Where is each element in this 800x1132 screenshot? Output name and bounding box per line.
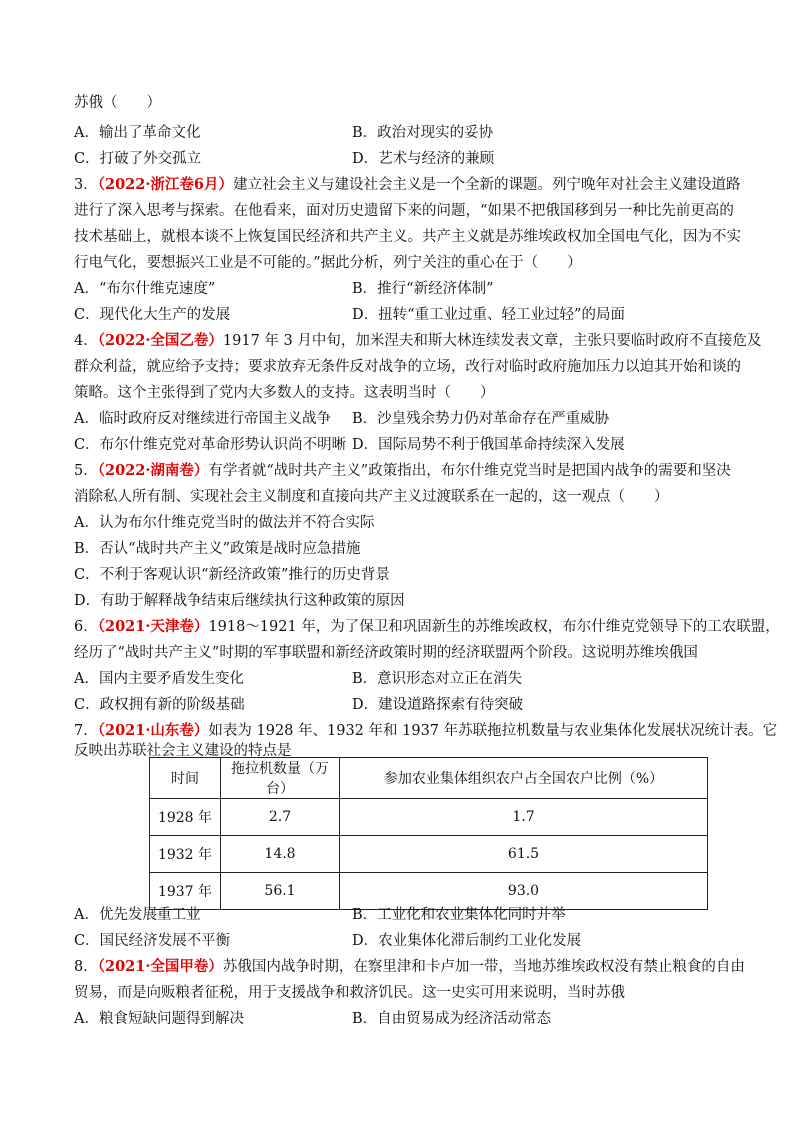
q8-source: （2021·全国甲卷） bbox=[97, 958, 223, 975]
q4-option-b: B．沙皇残余势力仍对革命存在严重威胁 bbox=[352, 411, 610, 427]
table-cell: 1928 年 bbox=[150, 799, 221, 836]
q8-text: 苏俄国内战争时期，在察里津和卡卢加一带，当地苏维埃政权没有禁止粮食的自由 bbox=[222, 959, 745, 975]
q5-text: 有学者就“战时共产主义”政策指出，布尔什维克党当时是把国内战争的需要和坚决 bbox=[208, 463, 731, 479]
q7-text: 如表为 1928 年、1932 年和 1937 年苏联拖拉机数量与农业集体化发展状况统计表。它 bbox=[208, 723, 778, 739]
q3-number: 3． bbox=[74, 177, 98, 193]
table-cell: 93.0 bbox=[340, 873, 708, 910]
q4-option-c: C．布尔什维克党对革命形势认识尚不明晰 bbox=[74, 437, 347, 453]
q4-stem-line3: 策略。这个主张得到了党内大多数人的支持。这表明当时（ ） bbox=[74, 385, 495, 401]
q3-option-a: A．“布尔什维克速度” bbox=[74, 281, 216, 297]
table-header: 时间 bbox=[150, 758, 221, 799]
q6-stem-line1 bbox=[74, 617, 780, 637]
q2-option-d: D．艺术与经济的兼顾 bbox=[352, 151, 495, 167]
q4-number: 4． bbox=[74, 333, 98, 349]
table-cell: 61.5 bbox=[340, 836, 708, 873]
q2-stem-end: 苏俄（ ） bbox=[74, 95, 161, 111]
q7-stem-line1 bbox=[74, 721, 777, 741]
q2-option-b: B．政治对现实的妥协 bbox=[352, 125, 494, 141]
q5-option-b: B．否认“战时共产主义”政策是战时应急措施 bbox=[74, 541, 361, 557]
q3-source: （2022·浙江卷6月） bbox=[97, 176, 233, 193]
q7-stem-line2: 反映出苏联社会主义建设的特点是 bbox=[74, 743, 292, 759]
q3-option-b: B．推行“新经济体制” bbox=[352, 281, 494, 297]
q3-stem-line2: 进行了深入思考与探索。在他看来，面对历史遗留下来的问题，“如果不把俄国移到另一种比先前更高的 bbox=[74, 203, 734, 219]
q5-option-c: C．不利于客观认识“新经济政策”推行的历史背景 bbox=[74, 567, 390, 583]
q7-stat-table bbox=[149, 757, 708, 910]
table-cell: 1937 年 bbox=[150, 873, 221, 910]
q4-option-a: A．临时政府反对继续进行帝国主义战争 bbox=[74, 411, 331, 427]
q7-option-c: C．国民经济发展不平衡 bbox=[74, 933, 231, 949]
q6-number: 6． bbox=[74, 619, 98, 635]
q6-option-b: B．意识形态对立正在消失 bbox=[352, 671, 523, 687]
table-cell: 56.1 bbox=[221, 873, 340, 910]
q6-option-d: D．建设道路探索有待突破 bbox=[352, 697, 524, 713]
q5-stem-line2: 消除私人所有制、实现社会主义制度和直接向共产主义过渡联系在一起的，这一观点（ ） bbox=[74, 489, 669, 505]
q3-option-d: D．扭转“重工业过重、轻工业过轻”的局面 bbox=[352, 307, 625, 323]
q3-stem-line1 bbox=[74, 175, 740, 195]
q7-source: （2021·山东卷） bbox=[97, 722, 209, 739]
q8-stem-line2: 贸易，而是向贩粮者征税，用于支援战争和救济饥民。这一史实可用来说明，当时苏俄 bbox=[74, 985, 625, 1001]
table-header: 参加农业集体组织农户占全国农户比例（%） bbox=[340, 758, 708, 799]
q4-text: 1917 年 3 月中旬，加米涅夫和斯大林连续发表文章，主张只要临时政府不直接危及 bbox=[222, 333, 762, 349]
q7-option-a: A．优先发展重工业 bbox=[74, 907, 201, 923]
q7-number: 7． bbox=[74, 723, 98, 739]
q6-option-c: C．政权拥有新的阶级基础 bbox=[74, 697, 245, 713]
q8-option-b: B．自由贸易成为经济活动常态 bbox=[352, 1011, 552, 1027]
q5-option-d: D．有助于解释战争结束后继续执行这种政策的原因 bbox=[74, 593, 405, 609]
table-cell: 14.8 bbox=[221, 836, 340, 873]
q4-stem-line2: 群众利益，就应给予支持；要求放弃无条件反对战争的立场，改行对临时政府施加压力以迫其开始和谈的 bbox=[74, 359, 741, 375]
q5-source: （2022·湖南卷） bbox=[97, 462, 209, 479]
table-row bbox=[150, 799, 708, 836]
q8-stem-line1 bbox=[74, 957, 745, 977]
q4-source: （2022·全国乙卷） bbox=[97, 332, 223, 349]
table-cell: 2.7 bbox=[221, 799, 340, 836]
table-row bbox=[150, 836, 708, 873]
table-header-row bbox=[150, 758, 708, 799]
table-cell: 1932 年 bbox=[150, 836, 221, 873]
q6-source: （2021·天津卷） bbox=[97, 618, 209, 635]
q3-stem-line3: 技术基础上，就根本谈不上恢复国民经济和共产主义。共产主义就是苏维埃政权加全国电气化，因为不实 bbox=[74, 229, 741, 245]
q5-number: 5． bbox=[74, 463, 98, 479]
q5-option-a: A．认为布尔什维克党当时的做法并不符合实际 bbox=[74, 515, 375, 531]
table-row bbox=[150, 873, 708, 910]
q7-option-d: D．农业集体化滞后制约工业化发展 bbox=[352, 933, 582, 949]
q4-stem-line1 bbox=[74, 331, 761, 351]
q8-number: 8． bbox=[74, 959, 98, 975]
q7-option-b: B．工业化和农业集体化同时并举 bbox=[352, 907, 566, 923]
q3-stem-line4: 行电气化，要想振兴工业是不可能的。”据此分析，列宁关注的重心在于（ ） bbox=[74, 255, 582, 271]
q6-text: 1918～1921 年，为了保卫和巩固新生的苏维埃政权，布尔什维克党领导下的工农联盟， bbox=[208, 619, 780, 635]
table-header: 拖拉机数量（万台） bbox=[221, 758, 340, 799]
q2-option-c: C．打破了外交孤立 bbox=[74, 151, 202, 167]
q2-option-a: A．输出了革命文化 bbox=[74, 125, 201, 141]
q6-stem-line2: 经历了“战时共产主义”时期的军事联盟和新经济政策时期的经济联盟两个阶段。这说明苏维埃俄国 bbox=[74, 645, 698, 661]
q4-option-d: D．国际局势不利于俄国革命持续深入发展 bbox=[352, 437, 625, 453]
q5-stem-line1 bbox=[74, 461, 731, 481]
q3-text: 建立社会主义与建设社会主义是一个全新的课题。列宁晚年对社会主义建设道路 bbox=[232, 177, 741, 193]
q3-option-c: C．现代化大生产的发展 bbox=[74, 307, 231, 323]
table-cell: 1.7 bbox=[340, 799, 708, 836]
q6-option-a: A．国内主要矛盾发生变化 bbox=[74, 671, 244, 687]
q8-option-a: A．粮食短缺问题得到解决 bbox=[74, 1011, 244, 1027]
